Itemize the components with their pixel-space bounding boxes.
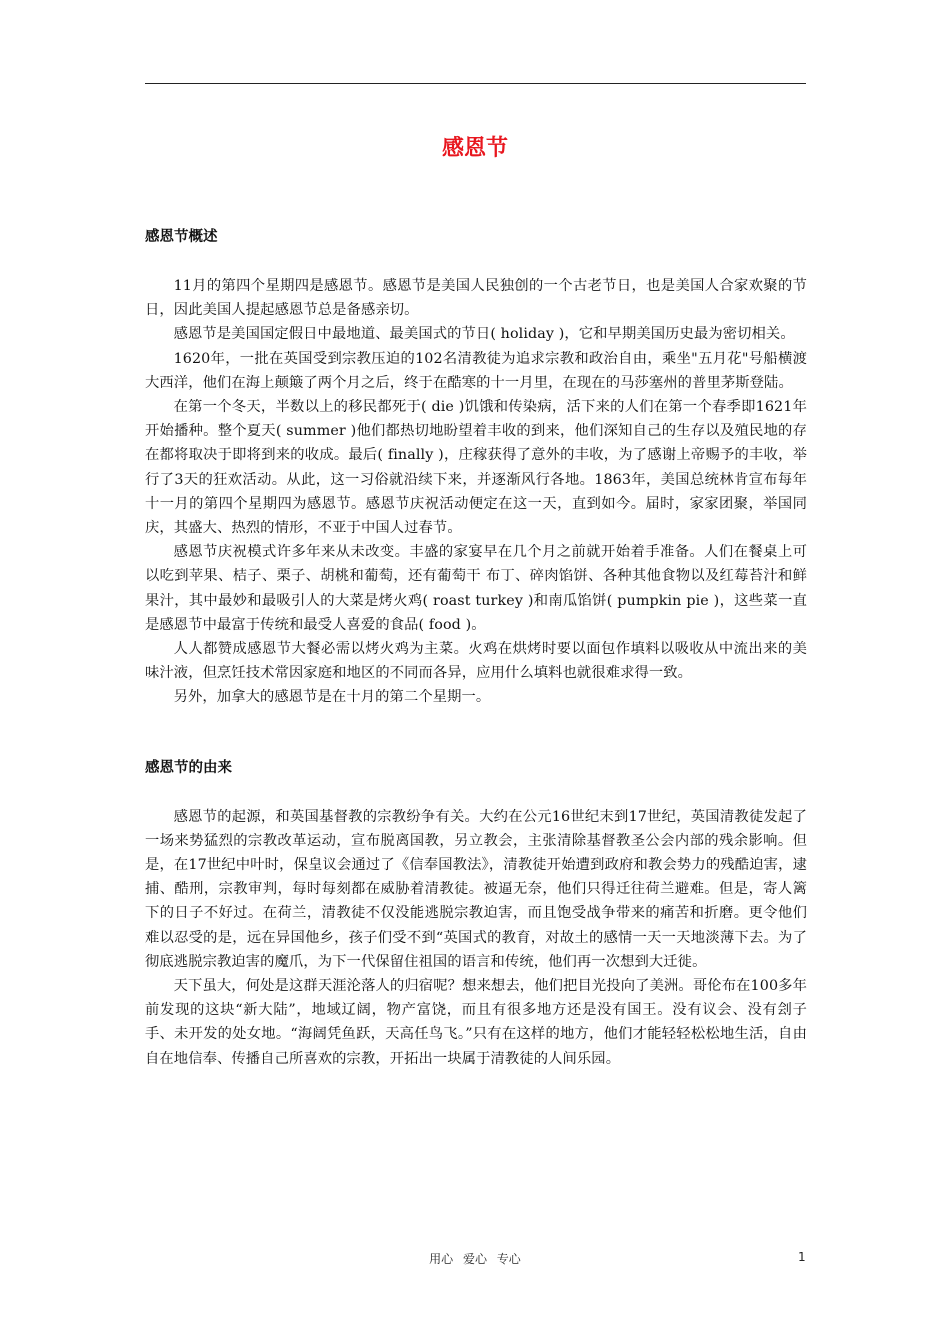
section-origin (145, 757, 807, 1071)
paragraph: 天下虽大，何处是这群天涯沦落人的归宿呢？想来想去，他们把目光投向了美洲。哥伦布在100多年前发现的这块“新大陆”，地域辽阔，物产富饶，而且有很多地方还是没有国王。没有议会、没有刽子手、未开发的处女地。“海阔凭鱼跃，天高任鸟飞。”只有在这样的地方，他们才能轻轻松松地生活，自由自在地信奉、传播自己所喜欢的宗教，开拓出一块属于清教徒的人间乐园。 (145, 978, 807, 1067)
paragraph: 另外，加拿大的感恩节是在十月的第二个星期一。 (173, 689, 491, 706)
section-heading: 感恩节概述 (145, 229, 218, 245)
paragraph: 11月的第四个星期四是感恩节。感恩节是美国人民独创的一个古老节日，也是美国人合家欢聚的节日，因此美国人提起感恩节总是备感亲切。 (145, 278, 807, 319)
footer-motto: 用心 爱心 专心 (429, 1252, 521, 1266)
header-rule (145, 83, 806, 84)
paragraph: 感恩节是美国国定假日中最地道、最美国式的节日( holiday )，它和早期美国历史最为密切相关。 (173, 326, 795, 343)
section-overview (145, 226, 807, 710)
paragraph: 在第一个冬天，半数以上的移民都死于( die )饥饿和传染病，活下来的人们在第一个春季即1621年开始播种。整个夏天( summer )他们都热切地盼望着丰收的到来，他们深知自己的生存以及殖民地的存在都将取决于即将到来的收成。最后( finally )，庄稼获得了意外的丰收，为了感谢上帝赐予的丰收，举行了3天的狂欢活动。从此，这一习俗就沿续下来，并逐渐风行各地。1863年，美国总统林肯宣布每年十一月的第四个星期四为感恩节。感恩节庆祝活动便定在这一天，直到如今。届时，家家团聚，举国同庆，其盛大、热烈的情形，不亚于中国人过春节。 (145, 399, 807, 537)
page-number: 1 (798, 1250, 806, 1264)
document-body (145, 226, 807, 1071)
section-heading: 感恩节的由来 (145, 759, 232, 776)
paragraph: 感恩节庆祝模式许多年来从未改变。丰盛的家宴早在几个月之前就开始着手准备。人们在餐桌上可以吃到苹果、桔子、栗子、胡桃和葡萄，还有葡萄干 布丁、碎肉馅饼、各种其他食物以及红莓苔汁和鲜果汁，其中最妙和最吸引人的大菜是烤火鸡( roast turkey )和南瓜馅饼( pumpkin pie )，这些菜一直是感恩节中最富于传统和最受人喜爱的食品( food )。 (145, 544, 807, 633)
document-title: 感恩节 (441, 136, 508, 161)
paragraph: 1620年，一批在英国受到宗教压迫的102名清教徒为追求宗教和政治自由，乘坐"五月花"号船横渡大西洋，他们在海上颠簸了两个月之后，终于在酷寒的十一月里，在现在的马莎塞州的普里茅斯登陆。 (145, 350, 807, 391)
paragraph: 感恩节的起源，和英国基督教的宗教纷争有关。大约在公元16世纪末到17世纪，英国清教徒发起了一场来势猛烈的宗教改革运动，宣布脱离国教，另立教会，主张清除基督教圣公会内部的残余影响。但是，在17世纪中叶时，保皇议会通过了《信奉国教法》，清教徒开始遭到政府和教会势力的残酷迫害，逮捕、酷刑，宗教审判，每时每刻都在威胁着清教徒。被逼无奈，他们只得迁往荷兰避难。但是，寄人篱下的日子不好过。在荷兰，清教徒不仅没能逃脱宗教迫害，而且饱受战争带来的痛苦和折磨。更令他们难以忍受的是，远在异国他乡，孩子们受不到“英国式的教育，对故土的感情一天一天地淡薄下去。为了彻底逃脱宗教迫害的魔爪，为下一代保留住祖国的语言和传统，他们再一次想到大迁徙。 (145, 808, 807, 970)
paragraph: 人人都赞成感恩节大餐必需以烤火鸡为主菜。火鸡在烘烤时要以面包作填料以吸收从中流出来的美味汁液，但烹饪技术常因家庭和地区的不同而各异，应用什么填料也就很难求得一致。 (145, 641, 807, 682)
